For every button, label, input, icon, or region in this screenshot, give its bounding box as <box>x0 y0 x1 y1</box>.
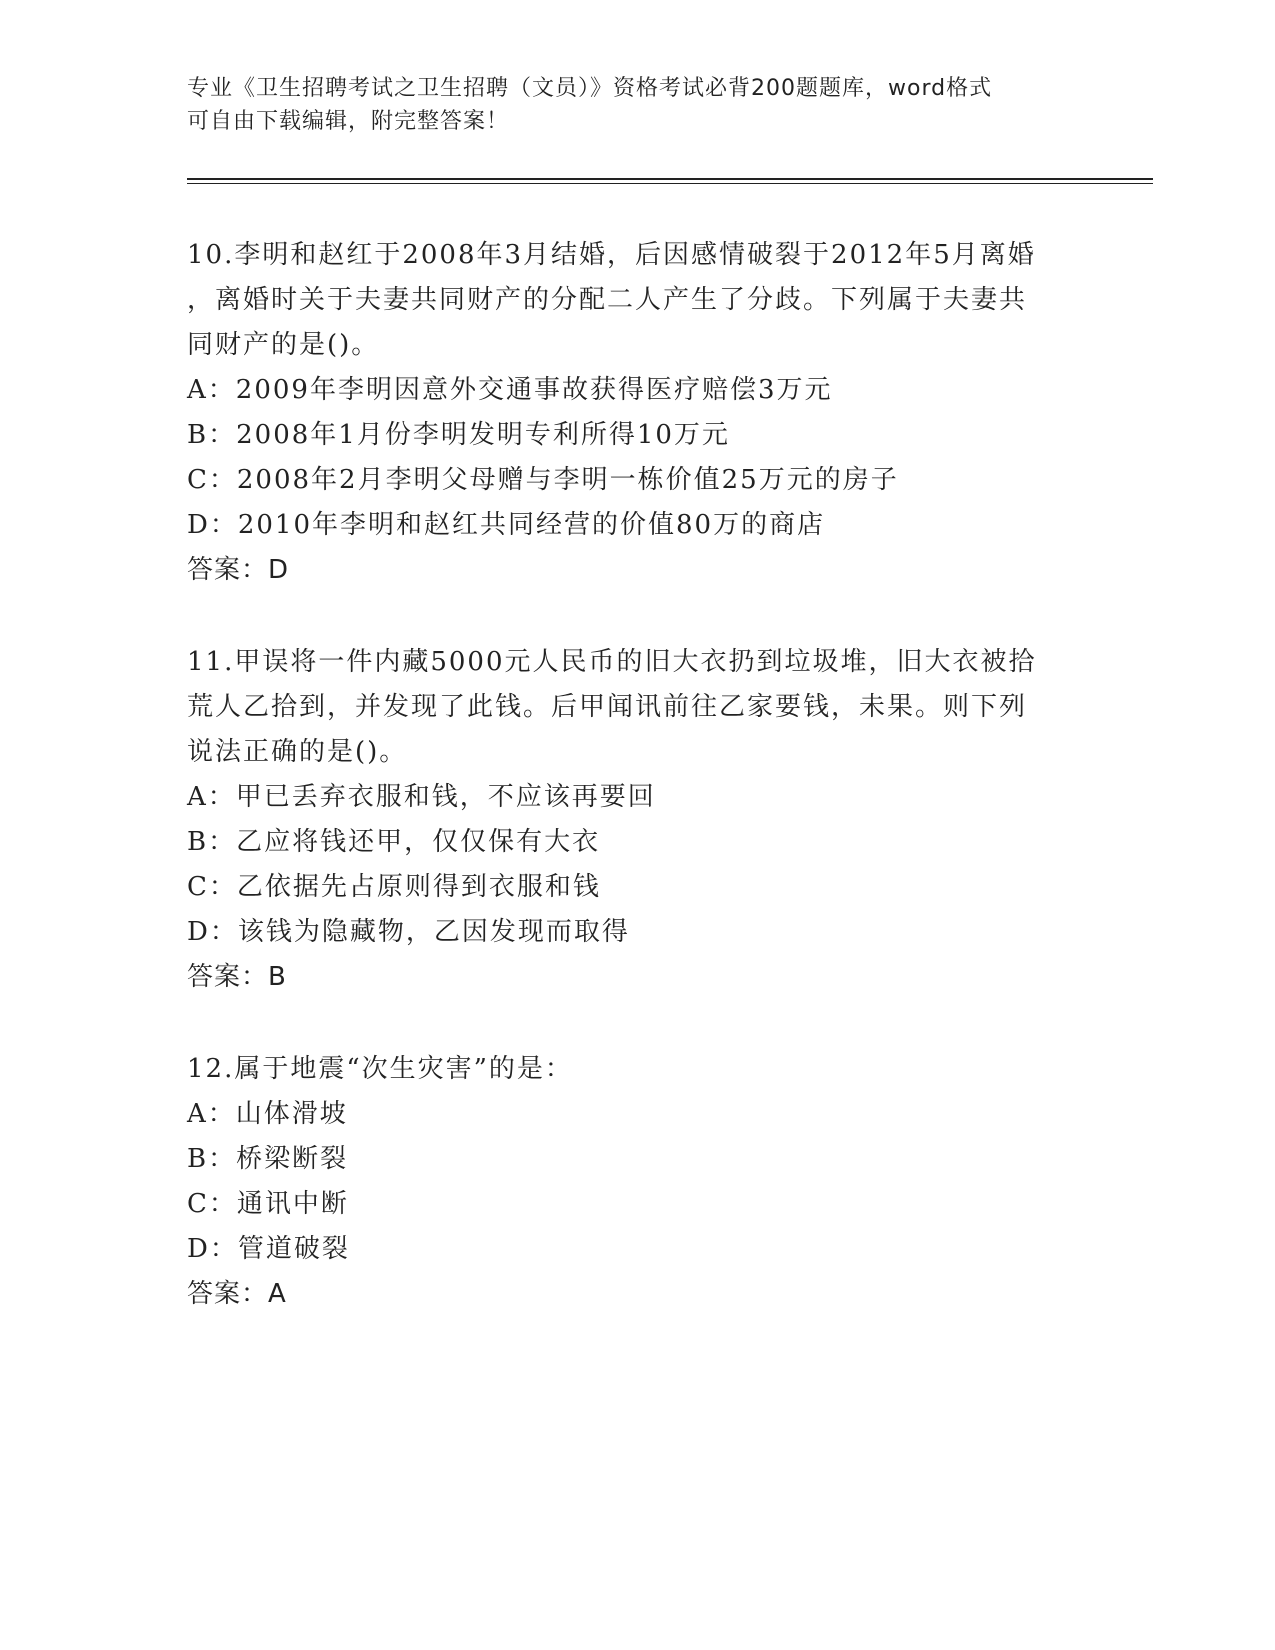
answer: 答案：B <box>187 962 287 992</box>
answer: 答案：D <box>187 555 290 585</box>
header-title-line-2: 可自由下载编辑，附完整答案！ <box>187 109 510 134</box>
question-text-line: 说法正确的是()。 <box>187 737 408 767</box>
document-header <box>187 72 1067 138</box>
question-text-line: 10.李明和赵红于2008年3月结婚，后因感情破裂于2012年5月离婚 <box>187 240 1036 270</box>
option-b: B：乙应将钱还甲，仅仅保有大衣 <box>187 827 601 857</box>
answer: 答案：A <box>187 1279 287 1309</box>
option-d: D：管道破裂 <box>187 1234 350 1264</box>
option-d: D：2010年李明和赵红共同经营的价值80万的商店 <box>187 510 826 540</box>
option-a: A：甲已丢弃衣服和钱，不应该再要回 <box>187 782 656 812</box>
question-10 <box>187 233 1087 593</box>
question-text-line: 荒人乙拾到，并发现了此钱。后甲闻讯前往乙家要钱，未果。则下列 <box>187 692 1028 722</box>
question-text-line: 12.属于地震“次生灾害”的是： <box>187 1054 573 1084</box>
option-c: C：乙依据先占原则得到衣服和钱 <box>187 872 601 902</box>
option-c: C：2008年2月李明父母赠与李明一栋价值25万元的房子 <box>187 465 899 495</box>
option-c: C：通讯中断 <box>187 1189 349 1219</box>
question-text-line: 11.甲误将一件内藏5000元人民币的旧大衣扔到垃圾堆，旧大衣被拾 <box>187 647 1037 677</box>
header-divider-thick <box>187 178 1153 180</box>
option-b: B：桥梁断裂 <box>187 1144 349 1174</box>
header-title-line-1: 专业《卫生招聘考试之卫生招聘（文员）》资格考试必背200题题库，word格式 <box>187 76 993 101</box>
question-11 <box>187 640 1087 1000</box>
option-d: D：该钱为隐藏物，乙因发现而取得 <box>187 917 630 947</box>
question-text-line: ，离婚时关于夫妻共同财产的分配二人产生了分歧。下列属于夫妻共 <box>187 285 1028 315</box>
option-b: B：2008年1月份李明发明专利所得10万元 <box>187 420 730 450</box>
header-divider-thin <box>187 183 1153 184</box>
option-a: A：2009年李明因意外交通事故获得医疗赔偿3万元 <box>187 375 833 405</box>
option-a: A：山体滑坡 <box>187 1099 348 1129</box>
question-text-line: 同财产的是()。 <box>187 330 380 360</box>
question-12 <box>187 1047 1087 1317</box>
